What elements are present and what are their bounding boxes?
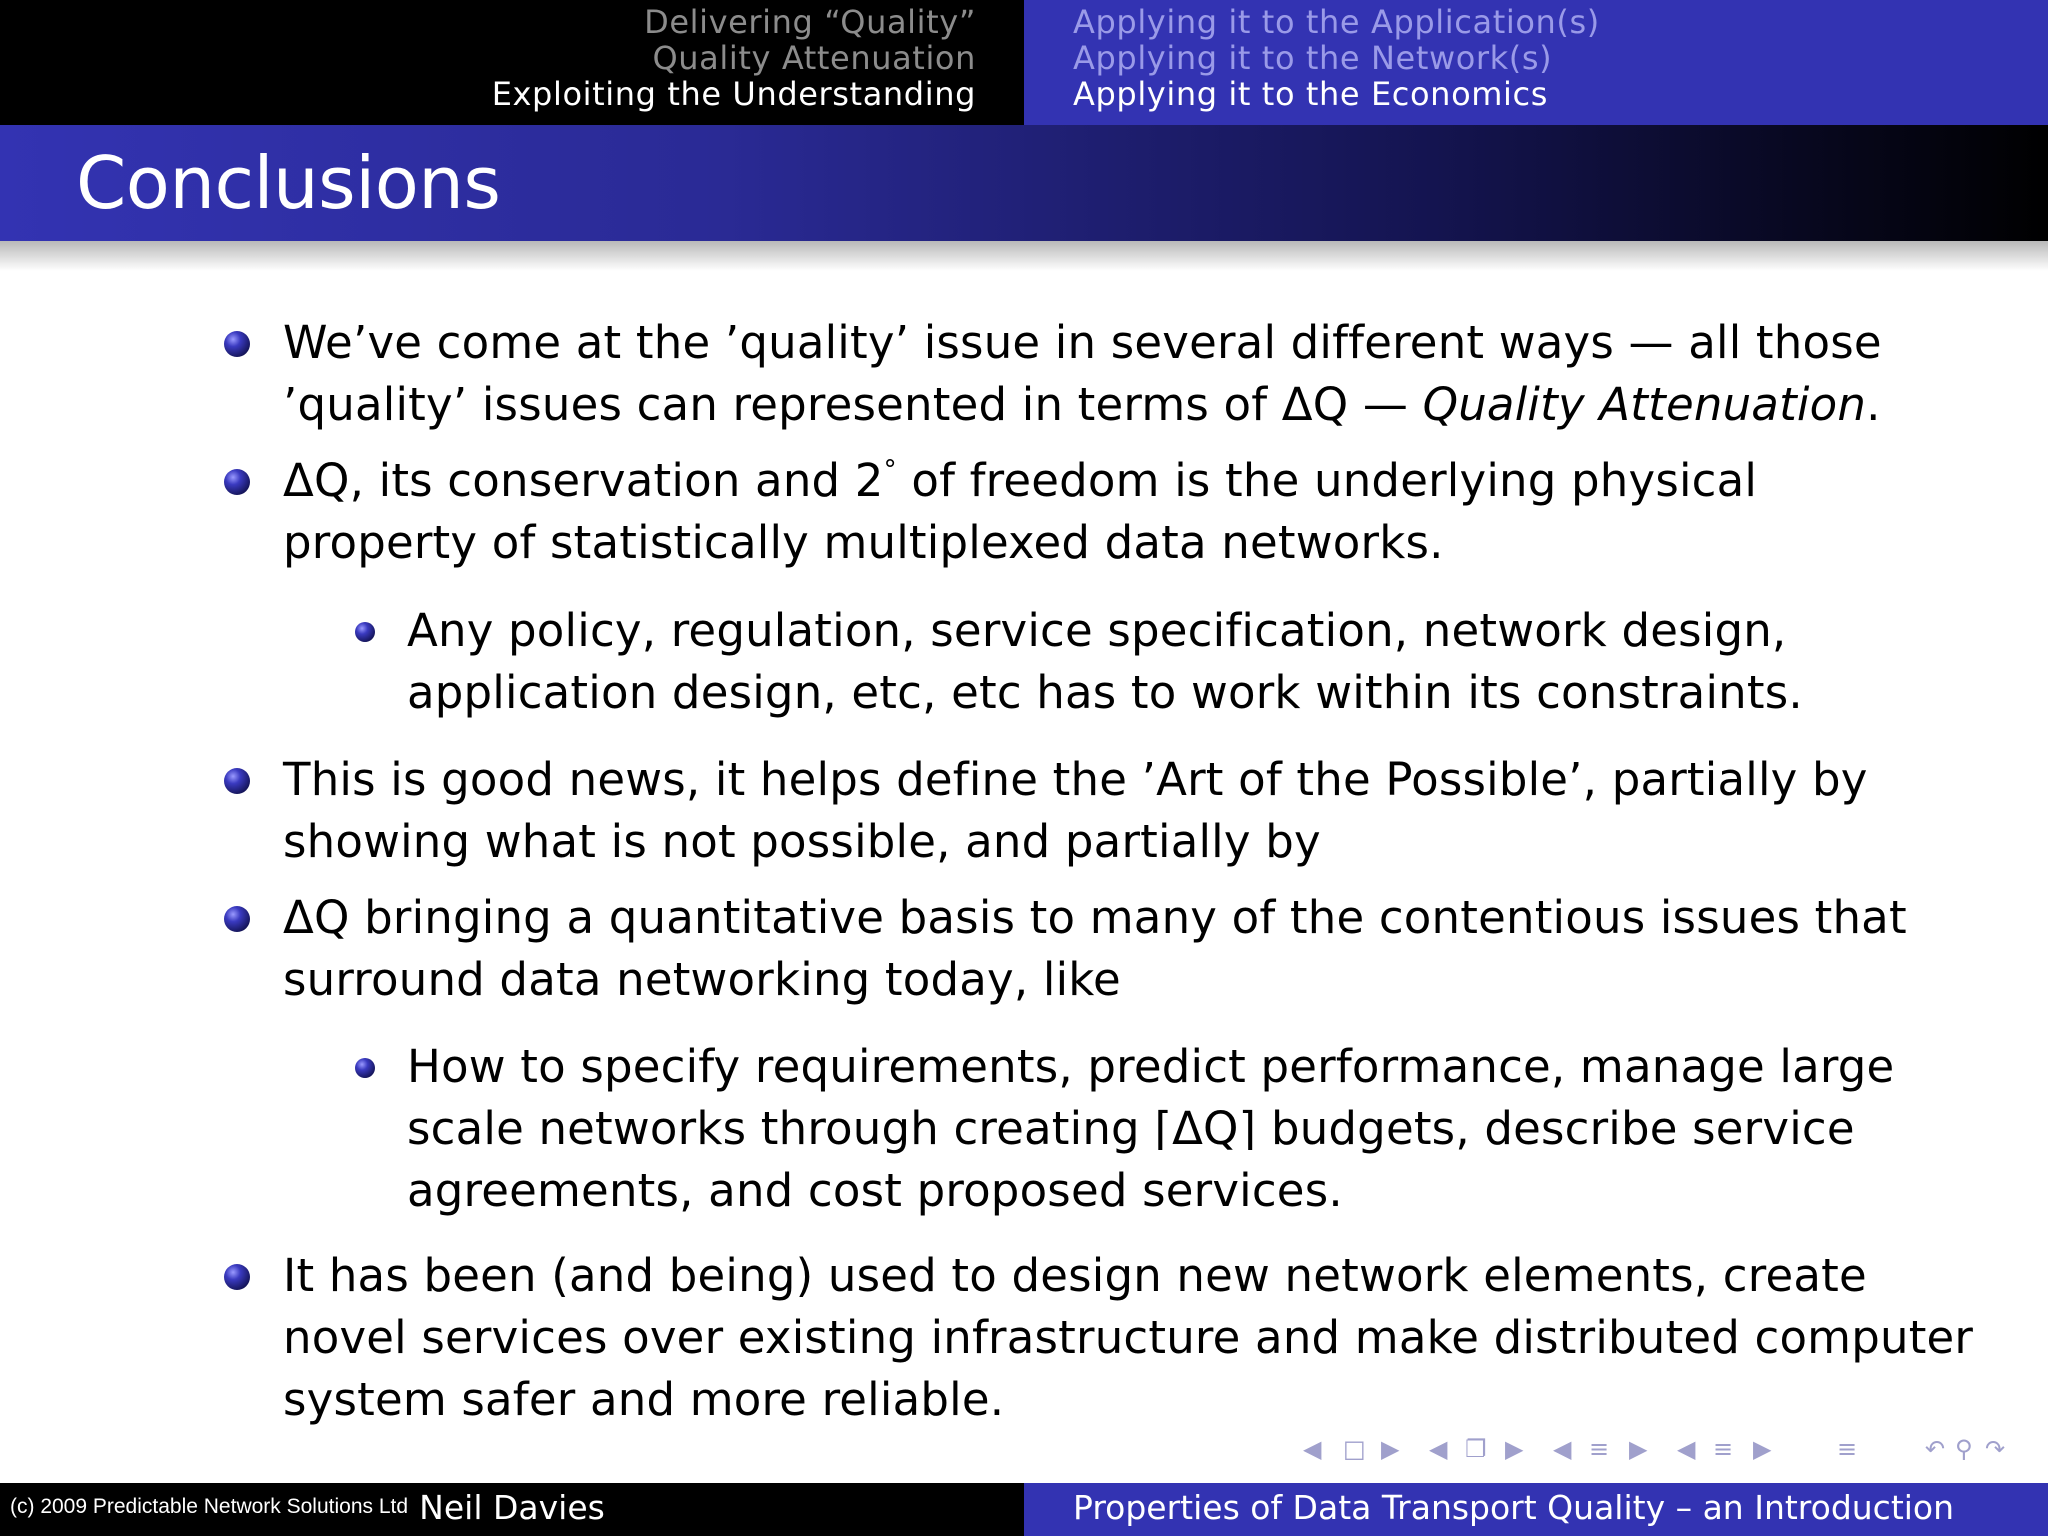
next-frame-icon[interactable]: ▶	[1381, 1435, 1400, 1463]
previous-section-icon[interactable]: ◀	[1677, 1435, 1696, 1463]
list-item-line: We’ve come at the ’quality’ issue in several different ways — all those	[283, 316, 1882, 369]
footer-author: Neil Davies	[419, 1488, 605, 1527]
list-item-line: application design, etc, etc has to work within its constraints.	[407, 666, 1803, 719]
footer-copyright: (c) 2009 Predictable Network Solutions Ltd	[10, 1495, 409, 1518]
frame-title: Conclusions	[76, 141, 501, 225]
frame-icon[interactable]: □	[1343, 1435, 1366, 1463]
list-item-line: ’quality’ issues can represented in terms of ΔQ — Quality Attenuation.	[283, 378, 1881, 431]
subsection-icon[interactable]: ≡	[1589, 1435, 1610, 1463]
list-item-line: It has been (and being) used to design new network elements, create	[283, 1249, 1867, 1302]
next-subsection-icon[interactable]: ▶	[1629, 1435, 1648, 1463]
list-item-line: system safer and more reliable.	[283, 1373, 1005, 1426]
list-item	[283, 887, 1907, 1011]
emphasis-text: Quality Attenuation	[1422, 378, 1867, 431]
list-item-line: novel services over existing infrastructure and make distributed computer	[283, 1311, 1974, 1364]
list-item-line: showing what is not possible, and partially by	[283, 815, 1321, 868]
list-item-line: agreements, and cost proposed services.	[407, 1164, 1343, 1217]
nav-subsection-network[interactable]: Applying it to the Network(s)	[1073, 39, 1553, 77]
bullet-icon	[224, 1264, 250, 1290]
list-item	[283, 1245, 1973, 1431]
nav-subsection-application[interactable]: Applying it to the Application(s)	[1073, 3, 1600, 41]
next-slide-icon[interactable]: ▶	[1505, 1435, 1524, 1463]
list-item	[283, 450, 1757, 574]
undo-icon[interactable]: ↶	[1925, 1435, 1946, 1463]
search-icon[interactable]: ⚲	[1955, 1435, 1973, 1463]
nav-section-delivering-quality[interactable]: Delivering “Quality”	[644, 3, 976, 41]
nav-subsection-economics[interactable]: Applying it to the Economics	[1073, 75, 1548, 113]
list-item-line: scale networks through creating ⌈ΔQ⌉ budgets, describe service	[407, 1102, 1855, 1155]
previous-frame-icon[interactable]: ◀	[1303, 1435, 1322, 1463]
bullet-icon	[224, 768, 250, 794]
list-item-line: Any policy, regulation, service specification, network design,	[407, 604, 1787, 657]
sub-list-item	[407, 600, 1803, 724]
list-item-line: ΔQ bringing a quantitative basis to many of the contentious issues that	[283, 891, 1907, 944]
nav-section-quality-attenuation[interactable]: Quality Attenuation	[652, 39, 976, 77]
slide-stack-icon[interactable]: ❐	[1465, 1435, 1487, 1463]
bullet-icon	[224, 469, 250, 495]
bullet-icon	[224, 906, 250, 932]
list-item-line: surround data networking today, like	[283, 953, 1121, 1006]
previous-subsection-icon[interactable]: ◀	[1553, 1435, 1572, 1463]
sub-bullet-icon	[355, 622, 375, 642]
navigation-symbols	[1303, 1435, 2033, 1465]
nav-section-exploiting-understanding[interactable]: Exploiting the Understanding	[491, 75, 976, 113]
list-item-line: property of statistically multiplexed data networks.	[283, 516, 1444, 569]
list-item-line: How to specify requirements, predict performance, manage large	[407, 1040, 1895, 1093]
footer-right	[1024, 1483, 2048, 1536]
list-item	[283, 749, 1868, 873]
list-item	[283, 312, 1882, 436]
next-section-icon[interactable]: ▶	[1753, 1435, 1772, 1463]
footer-talk-title: Properties of Data Transport Quality – an Introduction	[1073, 1488, 1955, 1527]
sub-list-item	[407, 1036, 1894, 1222]
bullet-icon	[224, 331, 250, 357]
list-item-line: This is good news, it helps define the ’Art of the Possible’, partially by	[283, 753, 1868, 806]
list-item-line: ΔQ, its conservation and 2° of freedom is the underlying physical	[283, 454, 1758, 507]
document-icon[interactable]: ≡	[1837, 1435, 1858, 1463]
redo-icon[interactable]: ↷	[1985, 1435, 2006, 1463]
footer-left	[0, 1483, 1024, 1536]
previous-slide-icon[interactable]: ◀	[1429, 1435, 1448, 1463]
section-icon[interactable]: ≡	[1713, 1435, 1734, 1463]
sub-bullet-icon	[355, 1058, 375, 1078]
